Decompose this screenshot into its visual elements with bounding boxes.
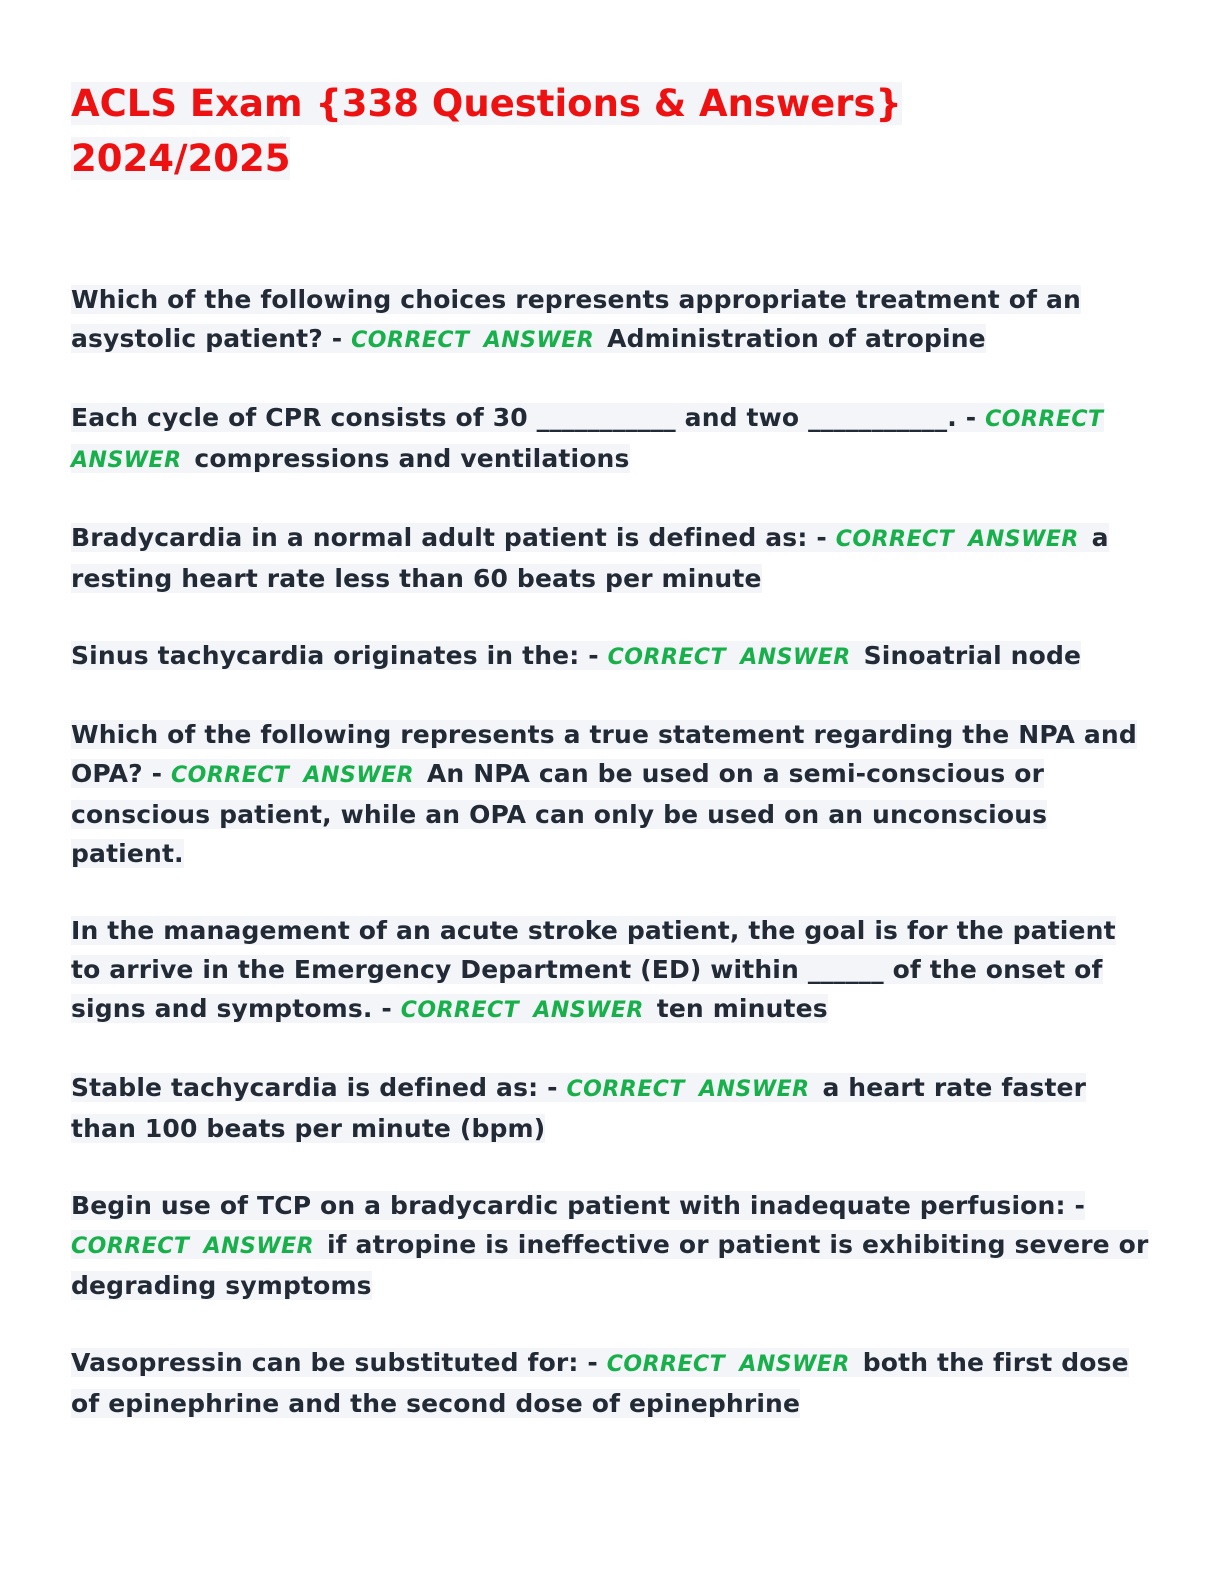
qa-list xyxy=(71,280,1151,1461)
answer-text: compressions and ventilations xyxy=(194,444,630,473)
correct-answer-tag: CORRECT ANSWER xyxy=(71,1234,315,1259)
question-text: Stable tachycardia is defined as: xyxy=(71,1073,539,1102)
question-text: Bradycardia in a normal adult patient is defined as: xyxy=(71,523,808,552)
qa-item xyxy=(71,518,1151,598)
question-text: Which of the following choices represents appropriate treatment of an asystolic patient? xyxy=(71,285,1081,353)
question-text: Sinus tachycardia originates in the: xyxy=(71,641,580,670)
correct-answer-tag: CORRECT ANSWER xyxy=(351,328,595,353)
qa-item xyxy=(71,398,1151,480)
answer-text: Administration of atropine xyxy=(607,324,986,353)
question-text: Each cycle of CPR consists of 30 ___________ and two ___________. xyxy=(71,403,957,432)
qa-item xyxy=(71,1343,1151,1423)
correct-answer-tag: CORRECT ANSWER xyxy=(566,1077,810,1102)
question-text: Begin use of TCP on a bradycardic patient with inadequate perfusion: xyxy=(71,1191,1066,1220)
answer-text: both the first dose of epinephrine and the second dose of epinephrine xyxy=(71,1348,1129,1418)
separator: - xyxy=(142,759,171,788)
separator: - xyxy=(538,1073,567,1102)
question-text: Vasopressin can be substituted for: xyxy=(71,1348,579,1377)
qa-item xyxy=(71,1186,1151,1305)
separator: - xyxy=(578,1348,607,1377)
correct-answer-tag: CORRECT ANSWER xyxy=(400,998,644,1023)
qa-item xyxy=(71,1068,1151,1148)
qa-item xyxy=(71,911,1151,1030)
question-text: In the management of an acute stroke patient, the goal is for the patient to arrive in the Emergency Department (ED) within ______ of the onset of signs and symptoms. xyxy=(71,916,1116,1023)
separator: - xyxy=(322,324,352,353)
qa-item xyxy=(71,715,1151,873)
separator: - xyxy=(579,641,608,670)
answer-text: a resting heart rate less than 60 beats per minute xyxy=(71,523,1109,593)
question-text: Which of the following represents a true statement regarding the NPA and OPA? xyxy=(71,720,1137,788)
separator: - xyxy=(1065,1191,1085,1220)
document-title-text: ACLS Exam {338 Questions & Answers} 2024/2025 xyxy=(71,82,902,180)
document-title xyxy=(71,76,951,186)
correct-answer-tag: CORRECT ANSWER xyxy=(170,763,415,788)
answer-text: if atropine is ineffective or patient is exhibiting severe or degrading symptoms xyxy=(71,1230,1149,1300)
separator: - xyxy=(372,994,401,1023)
answer-text: Sinoatrial node xyxy=(863,641,1082,670)
answer-text: ten minutes xyxy=(656,994,828,1023)
correct-answer-tag: CORRECT ANSWER xyxy=(607,645,851,670)
qa-item xyxy=(71,280,1151,360)
correct-answer-tag: CORRECT ANSWER xyxy=(606,1352,850,1377)
correct-answer-tag: CORRECT ANSWER xyxy=(835,527,1079,552)
separator: - xyxy=(807,523,836,552)
correct-answer-tag: CORRECT ANSWER xyxy=(71,407,1104,473)
separator: - xyxy=(956,403,986,432)
qa-item xyxy=(71,636,1151,677)
answer-text: An NPA can be used on a semi-conscious or conscious patient, while an OPA can only be used on an unconscious patient. xyxy=(71,759,1048,868)
answer-text: a heart rate faster than 100 beats per minute (bpm) xyxy=(71,1073,1087,1143)
